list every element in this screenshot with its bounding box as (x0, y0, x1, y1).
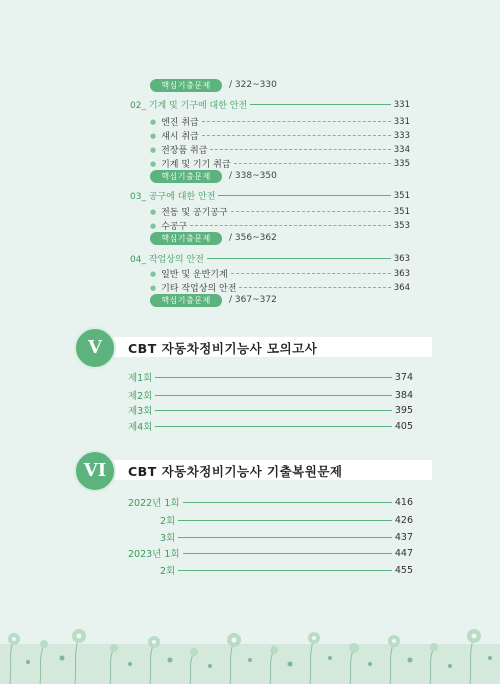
page-number: 374 (394, 371, 413, 383)
floral-decoration (0, 614, 500, 684)
toc-entry[interactable] (128, 403, 413, 417)
section-title: 03_ 공구에 대한 안전 (130, 192, 216, 202)
entry-label: 2022년 1회 (128, 498, 180, 509)
toc-item[interactable] (150, 143, 410, 156)
page-number: 334 (393, 144, 410, 155)
leader-line (155, 410, 391, 411)
page-number: 333 (393, 130, 410, 141)
toc-entry[interactable] (128, 495, 413, 509)
toc-item[interactable] (150, 129, 410, 142)
section-title: 02_ 기계 및 기구에 대한 안전 (130, 101, 248, 111)
part-numeral-badge: V (74, 327, 116, 369)
core-exam-badge: 핵심기출문제 (150, 232, 222, 245)
item-label: 기타 작업상의 안전 (161, 284, 237, 294)
leader-line (183, 553, 392, 554)
toc-entry[interactable] (128, 370, 413, 384)
item-label: 섀시 취급 (161, 132, 199, 142)
toc-item[interactable] (150, 267, 410, 280)
entry-label: 제1회 (128, 373, 153, 384)
bullet-icon: ● (150, 145, 157, 154)
leader-line (155, 377, 391, 378)
page-range: / 338~350 (229, 171, 277, 181)
page-number: 384 (394, 389, 413, 401)
leader-line (250, 104, 391, 105)
toc-entry[interactable] (128, 388, 413, 402)
core-exam-badge: 핵심기출문제 (150, 294, 222, 307)
toc-section-04[interactable] (130, 252, 410, 265)
leader-dots (239, 287, 390, 288)
toc-entry[interactable] (128, 419, 413, 433)
entry-label: 2회 (160, 516, 176, 527)
page-number: 335 (393, 158, 410, 169)
page-range: / 367~372 (229, 295, 277, 305)
entry-label: 2회 (160, 566, 176, 577)
bullet-icon: ● (150, 221, 157, 230)
part-numeral-badge: VI (74, 450, 116, 492)
page-number: 331 (393, 116, 410, 127)
toc-section-03[interactable] (130, 189, 410, 202)
leader-dots (202, 121, 391, 122)
page-number: 331 (393, 99, 410, 110)
page-number: 447 (394, 547, 413, 559)
toc-item[interactable] (150, 205, 410, 218)
page-number: 426 (394, 514, 413, 526)
toc-entry[interactable] (160, 530, 413, 544)
page-number: 455 (394, 564, 413, 576)
core-exam-badge: 핵심기출문제 (150, 79, 222, 92)
toc-entry[interactable] (128, 546, 413, 560)
page-number: 363 (393, 253, 410, 264)
leader-line (178, 570, 392, 571)
item-label: 수공구 (161, 222, 188, 232)
bullet-icon: ● (150, 159, 157, 168)
leader-line (155, 426, 391, 427)
bullet-icon: ● (150, 283, 157, 292)
toc-item[interactable] (150, 157, 410, 170)
part-title: CBT 자동차정비기능사 기출복원문제 (128, 464, 343, 479)
entry-label: 제4회 (128, 422, 153, 433)
toc-section-02[interactable] (130, 98, 410, 111)
page-number: 363 (393, 268, 410, 279)
item-label: 전동 및 공기공구 (161, 208, 228, 218)
leader-line (155, 395, 391, 396)
leader-line (178, 537, 392, 538)
toc-entry[interactable] (160, 563, 413, 577)
bullet-icon: ● (150, 207, 157, 216)
bullet-icon: ● (150, 269, 157, 278)
item-label: 엔진 취급 (161, 118, 199, 128)
toc-item[interactable] (150, 219, 410, 232)
entry-label: 제2회 (128, 391, 153, 402)
page-number: 416 (394, 496, 413, 508)
bullet-icon: ● (150, 131, 157, 140)
leader-line (178, 520, 392, 521)
leader-dots (234, 163, 391, 164)
item-label: 일반 및 운반기계 (161, 270, 228, 280)
toc-item[interactable] (150, 115, 410, 128)
core-exam-badge: 핵심기출문제 (150, 170, 222, 183)
page-number: 364 (393, 282, 410, 293)
toc-entry[interactable] (160, 513, 413, 527)
bullet-icon: ● (150, 117, 157, 126)
page-number: 437 (394, 531, 413, 543)
leader-dots (231, 273, 391, 274)
page-number: 351 (393, 206, 410, 217)
entry-label: 제3회 (128, 406, 153, 417)
leader-line (183, 502, 392, 503)
toc-item[interactable] (150, 281, 410, 294)
page-number: 351 (393, 190, 410, 201)
item-label: 전장품 취급 (161, 146, 208, 156)
entry-label: 3회 (160, 533, 176, 544)
leader-line (218, 195, 390, 196)
item-label: 기계 및 기기 취급 (161, 160, 231, 170)
leader-dots (210, 149, 390, 150)
page-range: / 356~362 (229, 233, 277, 243)
page-number: 395 (394, 404, 413, 416)
leader-dots (190, 225, 391, 226)
leader-line (207, 258, 391, 259)
section-title: 04_ 작업상의 안전 (130, 255, 204, 265)
entry-label: 2023년 1회 (128, 549, 180, 560)
leader-dots (231, 211, 391, 212)
part-title: CBT 자동차정비기능사 모의고사 (128, 341, 318, 356)
leader-dots (202, 135, 391, 136)
page-number: 405 (394, 420, 413, 432)
page-number: 353 (393, 220, 410, 231)
page-range: / 322~330 (229, 80, 277, 90)
